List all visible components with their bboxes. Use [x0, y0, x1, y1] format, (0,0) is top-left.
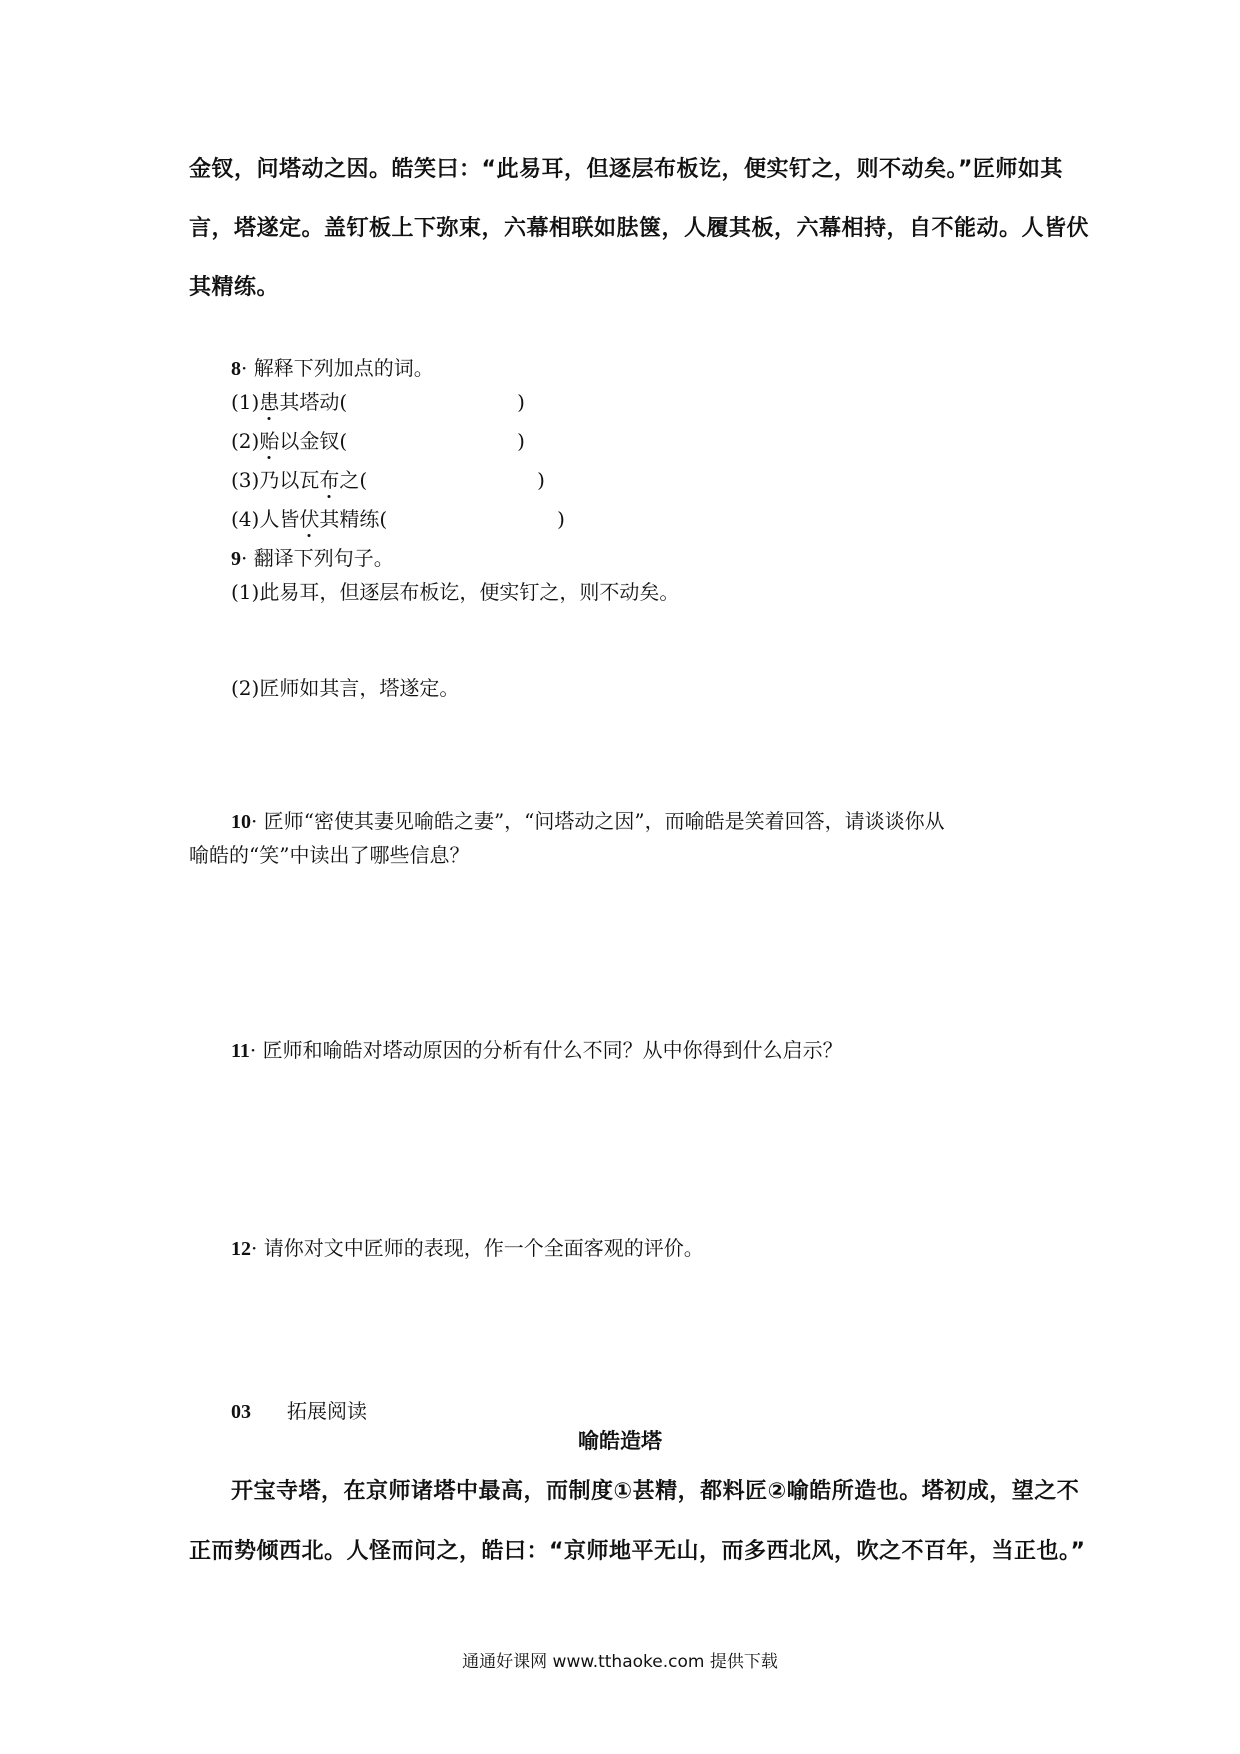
- footer-text: 通通好课网 www.tthaoke.com 提供下载: [462, 1652, 778, 1672]
- question-number: 8: [231, 358, 241, 380]
- section-label: 拓展阅读: [287, 1399, 367, 1423]
- question-text: · 匠师和喻皓对塔动原因的分析有什么不同？从中你得到什么启示？: [249, 1038, 843, 1062]
- item-label: (3): [231, 468, 260, 492]
- dotted-word: 伏: [299, 507, 320, 531]
- q8-item-4: [231, 503, 1111, 532]
- question-11: [231, 1034, 1111, 1063]
- question-number: 12: [231, 1238, 251, 1260]
- question-9: [231, 542, 1111, 571]
- q9-item-2: (2)匠师如其言，塔遂定。: [231, 676, 460, 700]
- question-12: [231, 1232, 1111, 1261]
- item-text-after: 其精练(: [319, 507, 388, 531]
- question-10: [231, 805, 1111, 834]
- item-text-before: 人皆: [259, 507, 300, 531]
- item-close: ): [517, 429, 525, 453]
- item-label: (1): [231, 390, 260, 414]
- item-label: (4): [231, 507, 260, 531]
- q8-item-1: [231, 386, 1111, 415]
- question-text-line-1: · 匠师“密使其妻见喻皓之妻”，“问塔动之因”，而喻皓是笑着回答，请谈谈你从: [251, 809, 945, 833]
- question-text: · 请你对文中匠师的表现，作一个全面客观的评价。: [251, 1236, 704, 1260]
- item-close: ): [517, 390, 525, 414]
- q8-item-3: [231, 464, 1111, 493]
- item-label: (2): [231, 429, 260, 453]
- item-text-before: 乃以瓦: [259, 468, 320, 492]
- item-text-after: 之(: [339, 468, 368, 492]
- dotted-word: 贻: [259, 429, 280, 453]
- question-number: 9: [231, 548, 241, 570]
- item-text-after: 其塔动(: [279, 390, 348, 414]
- extended-line-1: 开宝寺塔，在京师诸塔中最高，而制度①甚精，都料匠②喻皓所造也。塔初成，望之不: [231, 1479, 1080, 1504]
- passage-line-2: 言，塔遂定。盖钉板上下弥束，六幕相联如胠箧，人履其板，六幕相持，自不能动。人皆伏: [189, 216, 1090, 241]
- passage-line-1: 金钗，问塔动之因。皓笑曰：“此易耳，但逐层布板讫，便实钉之，则不动矣。”匠师如其: [189, 157, 1063, 182]
- dotted-word: 患: [259, 390, 280, 414]
- question-text: · 解释下列加点的词。: [241, 356, 434, 380]
- question-10-line-2: 喻皓的“笑”中读出了哪些信息？: [189, 843, 470, 867]
- item-close: ): [537, 468, 545, 492]
- section-header: [231, 1395, 1111, 1424]
- question-8: [231, 352, 1111, 381]
- question-number: 11: [231, 1040, 250, 1062]
- dotted-word: 布: [319, 468, 340, 492]
- passage-title: 喻皓造塔: [578, 1429, 662, 1453]
- extended-line-2: 正而势倾西北。人怪而问之，皓曰：“京师地平无山，而多西北风，吹之不百年，当正也。”: [189, 1539, 1086, 1564]
- q8-item-2: [231, 425, 1111, 454]
- item-close: ): [557, 507, 565, 531]
- question-text: · 翻译下列句子。: [241, 546, 394, 570]
- question-number: 10: [231, 811, 251, 833]
- q9-item-1: (1)此易耳，但逐层布板讫，便实钉之，则不动矣。: [231, 580, 680, 604]
- section-number: 03: [231, 1401, 251, 1423]
- item-text-after: 以金钗(: [279, 429, 348, 453]
- passage-line-3: 其精练。: [189, 275, 280, 300]
